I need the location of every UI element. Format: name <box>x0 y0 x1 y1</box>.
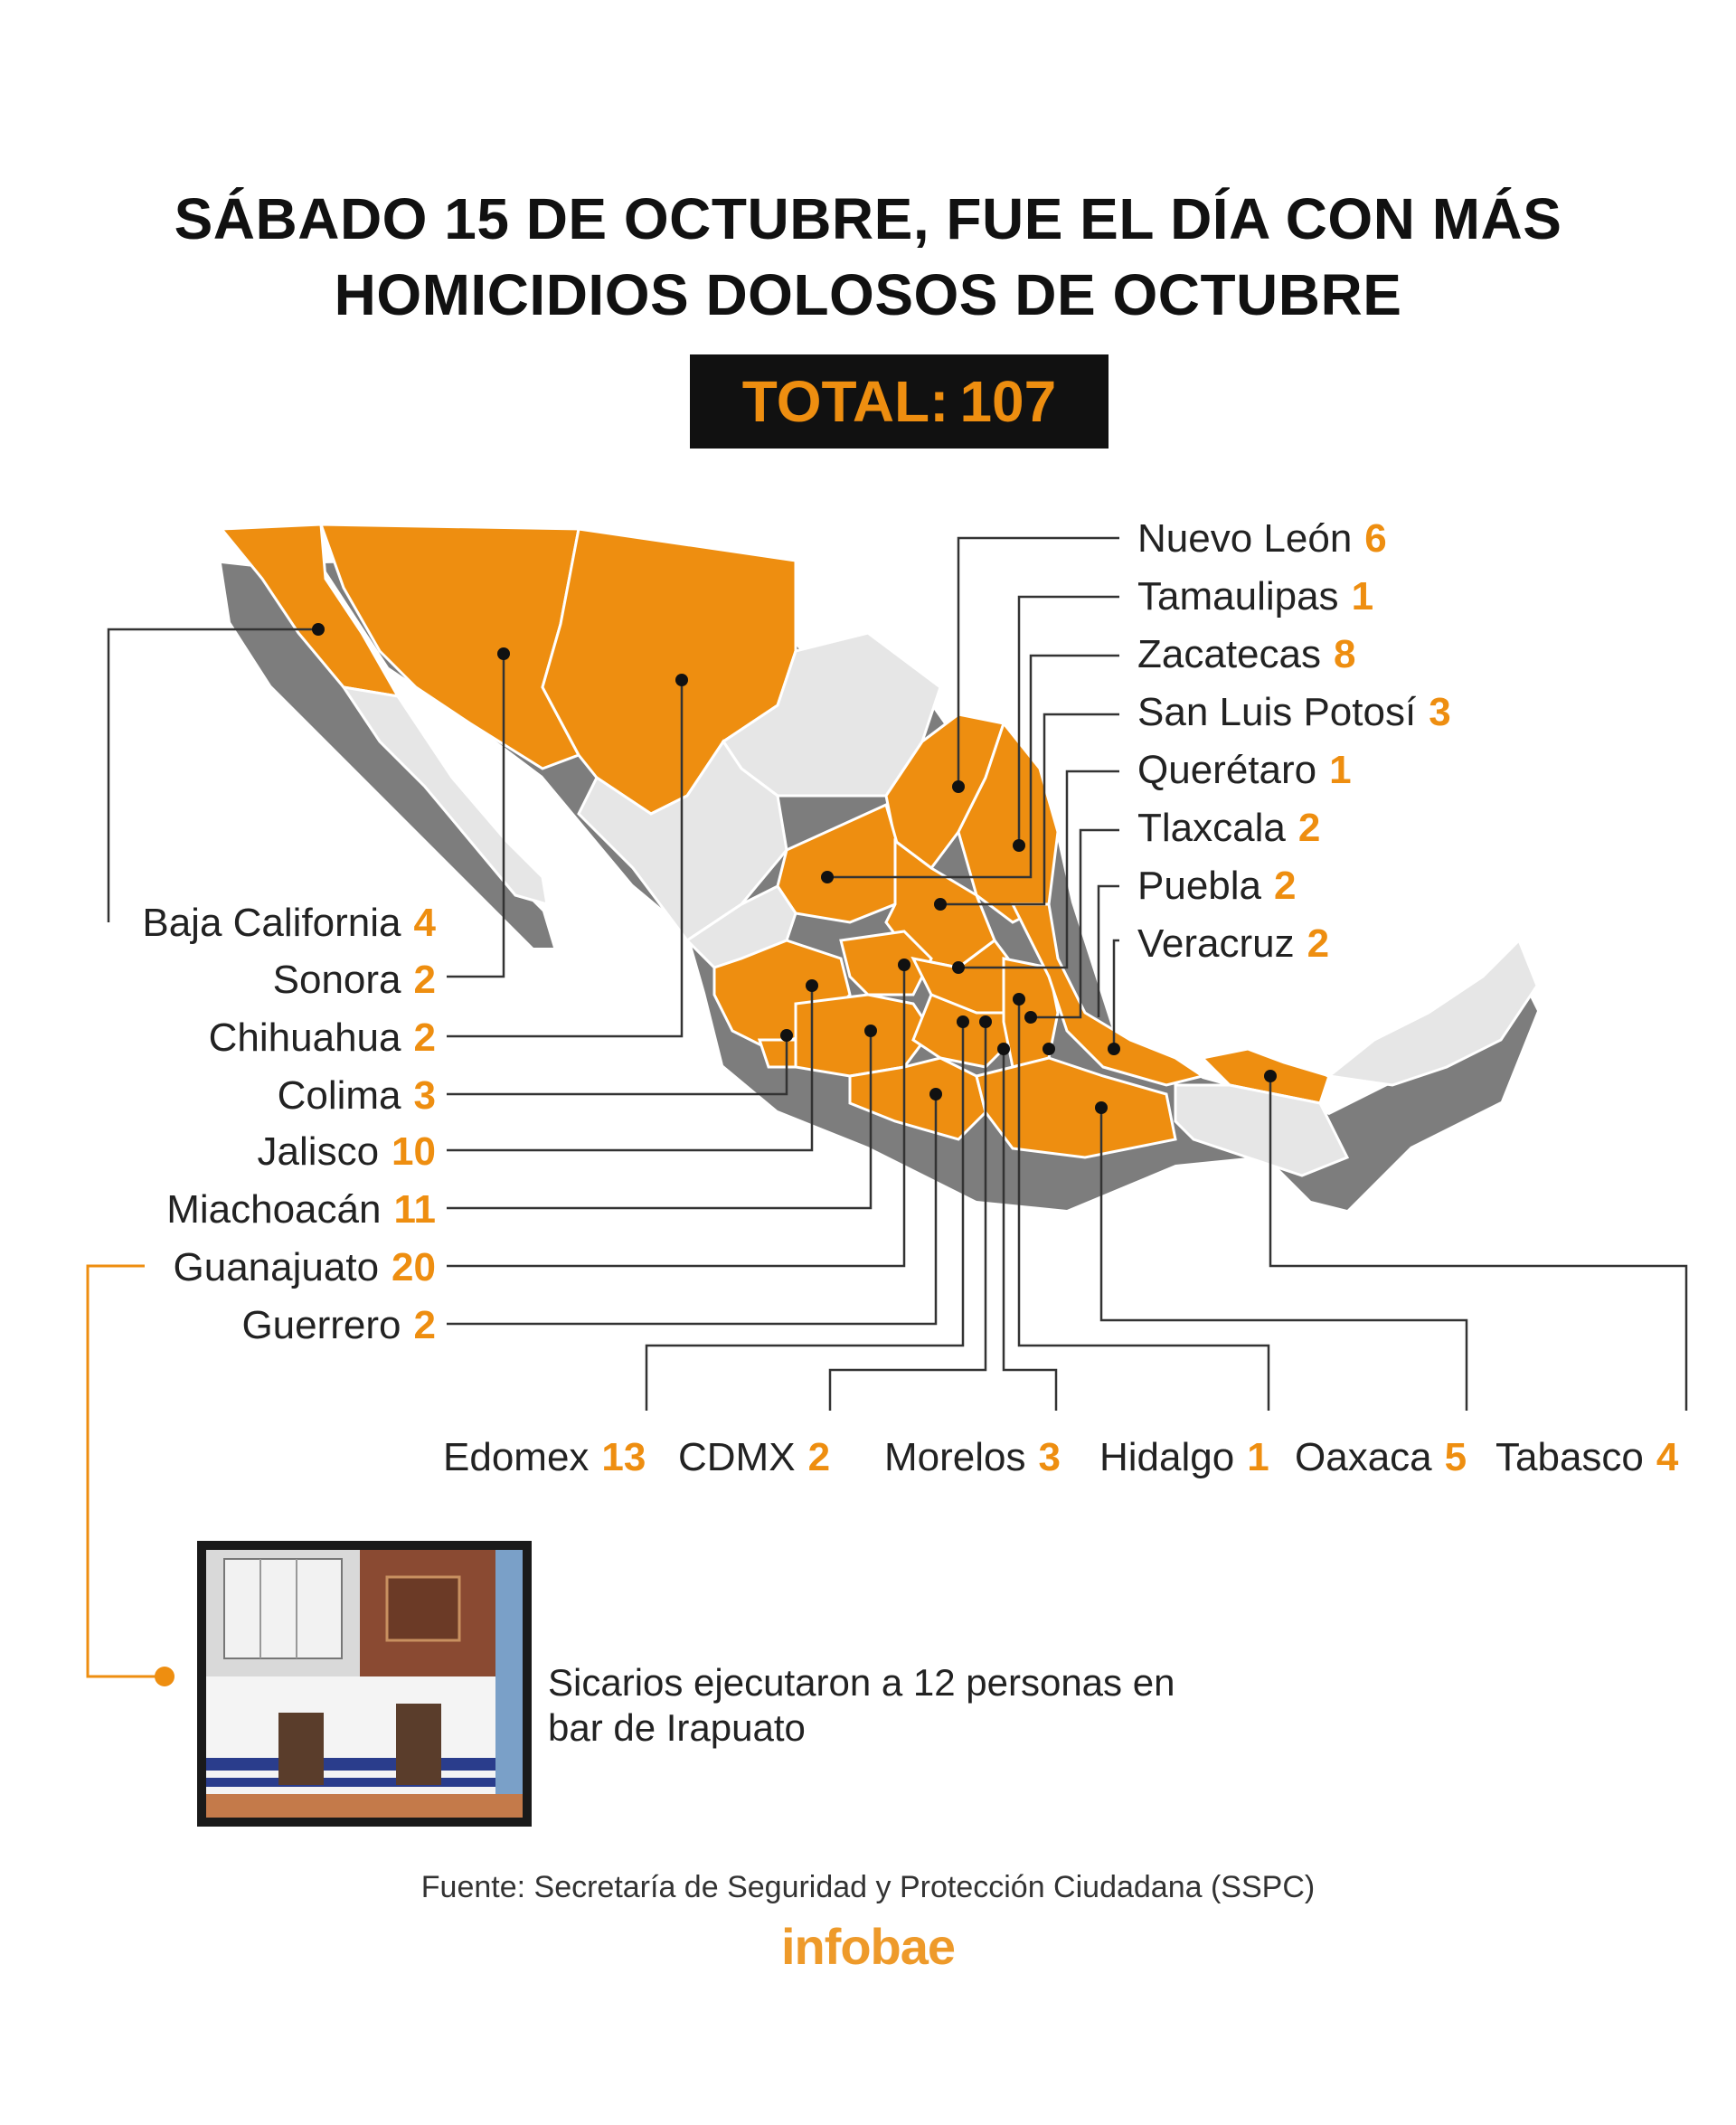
state-value: 5 <box>1444 1435 1467 1479</box>
state-name: CDMX <box>678 1435 796 1479</box>
state-name: Querétaro <box>1137 748 1317 792</box>
dot-puebla <box>1043 1043 1055 1055</box>
state-value: 2 <box>413 958 436 1002</box>
label-guanajuato <box>174 1244 436 1291</box>
dot-edomex <box>957 1015 969 1028</box>
dot-tlaxcala <box>1024 1011 1037 1024</box>
state-name: San Luis Potosí <box>1137 690 1417 734</box>
state-value: 3 <box>413 1073 436 1118</box>
dot-zacatecas <box>821 871 834 883</box>
label-tamaulipas <box>1137 573 1373 620</box>
label-jalisco <box>258 1129 436 1176</box>
total-value: 107 <box>959 369 1057 434</box>
dot-michoacan <box>864 1025 877 1037</box>
dot-san-luis-potosi <box>934 898 947 911</box>
state-value: 2 <box>413 1303 436 1347</box>
state-name: Miachoacán <box>166 1187 382 1232</box>
state-value: 13 <box>601 1435 646 1479</box>
state-name: Tabasco <box>1495 1435 1644 1479</box>
label-edomex <box>443 1434 646 1481</box>
label-tabasco <box>1495 1434 1678 1481</box>
state-name: Zacatecas <box>1137 632 1321 676</box>
state-value: 3 <box>1038 1435 1061 1479</box>
news-marker-dot <box>155 1667 175 1686</box>
state-name: Nuevo León <box>1137 516 1353 561</box>
label-queretaro <box>1137 747 1352 794</box>
dot-chihuahua <box>675 674 688 686</box>
state-value: 11 <box>393 1187 436 1232</box>
source-note: Fuente: Secretaría de Seguridad y Protección Ciudadana (SSPC) <box>420 1870 1316 1904</box>
state-name: Hidalgo <box>1099 1435 1235 1479</box>
label-oaxaca <box>1295 1434 1467 1481</box>
state-name: Chihuahua <box>208 1015 401 1060</box>
dot-sonora <box>497 647 510 660</box>
dot-queretaro <box>952 961 965 974</box>
state-name: Veracruz <box>1137 921 1295 966</box>
dot-nuevo-leon <box>952 780 965 793</box>
state-name: Tamaulipas <box>1137 574 1339 619</box>
state-value: 4 <box>413 901 436 945</box>
label-michoacan <box>166 1186 436 1233</box>
state-name: Morelos <box>884 1435 1026 1479</box>
state-name: Edomex <box>443 1435 590 1479</box>
dot-jalisco <box>806 979 818 992</box>
state-value: 2 <box>1297 806 1321 850</box>
state-name: Guanajuato <box>173 1245 380 1289</box>
state-name: Jalisco <box>257 1129 380 1174</box>
label-nuevo-leon <box>1137 515 1387 562</box>
state-name: Oaxaca <box>1295 1435 1432 1479</box>
label-cdmx <box>678 1434 830 1481</box>
state-value: 3 <box>1429 690 1451 734</box>
dot-guerrero <box>929 1088 942 1100</box>
state-value: 2 <box>807 1435 831 1479</box>
state-value: 8 <box>1333 632 1356 676</box>
state-name: Puebla <box>1137 864 1262 908</box>
leader-news <box>88 1266 163 1676</box>
headline-line-2: HOMICIDIOS DOLOSOS DE OCTUBRE <box>334 262 1402 327</box>
state-name: Sonora <box>272 958 401 1002</box>
infobae-logo: infobae <box>780 1918 956 1975</box>
dot-oaxaca <box>1095 1101 1108 1114</box>
dot-guanajuato <box>898 959 910 971</box>
label-baja-california <box>142 900 436 947</box>
dot-tabasco <box>1264 1070 1277 1082</box>
label-zacatecas <box>1137 631 1355 678</box>
label-colima <box>278 1072 436 1119</box>
label-tlaxcala <box>1137 805 1320 852</box>
label-puebla <box>1137 863 1297 910</box>
state-value: 1 <box>1247 1435 1269 1479</box>
dot-veracruz <box>1108 1043 1120 1055</box>
dot-tamaulipas <box>1013 839 1025 852</box>
state-value: 2 <box>1307 921 1330 966</box>
state-name: Baja California <box>142 901 401 945</box>
label-morelos <box>884 1434 1061 1481</box>
label-san-luis-potosi <box>1137 689 1451 736</box>
label-veracruz <box>1137 921 1329 968</box>
state-value: 1 <box>1351 574 1374 619</box>
state-value: 4 <box>1656 1435 1679 1479</box>
state-value: 10 <box>392 1129 436 1174</box>
label-hidalgo <box>1099 1434 1269 1481</box>
state-value: 6 <box>1364 516 1387 561</box>
dot-morelos <box>997 1043 1010 1055</box>
news-photo <box>197 1541 532 1827</box>
total-label: TOTAL: <box>741 369 949 434</box>
headline-line-1: SÁBADO 15 DE OCTUBRE, FUE EL DÍA CON MÁS <box>174 186 1562 251</box>
state-value: 20 <box>392 1245 436 1289</box>
state-name: Colima <box>277 1073 401 1118</box>
label-sonora <box>273 957 436 1004</box>
dot-colima <box>780 1029 793 1042</box>
dot-cdmx <box>979 1015 992 1028</box>
state-value: 2 <box>413 1015 436 1060</box>
dot-baja-california <box>312 623 325 636</box>
state-value: 1 <box>1329 748 1352 792</box>
state-value: 2 <box>1274 864 1297 908</box>
state-name: Guerrero <box>241 1303 401 1347</box>
bar-facade-image <box>197 1541 532 1827</box>
label-chihuahua <box>209 1015 436 1062</box>
dot-hidalgo <box>1013 993 1025 1006</box>
news-caption: Sicarios ejecutaron a 12 personas en bar de Irapuato <box>548 1661 1175 1749</box>
label-guerrero <box>241 1302 436 1349</box>
state-name: Tlaxcala <box>1137 806 1286 850</box>
